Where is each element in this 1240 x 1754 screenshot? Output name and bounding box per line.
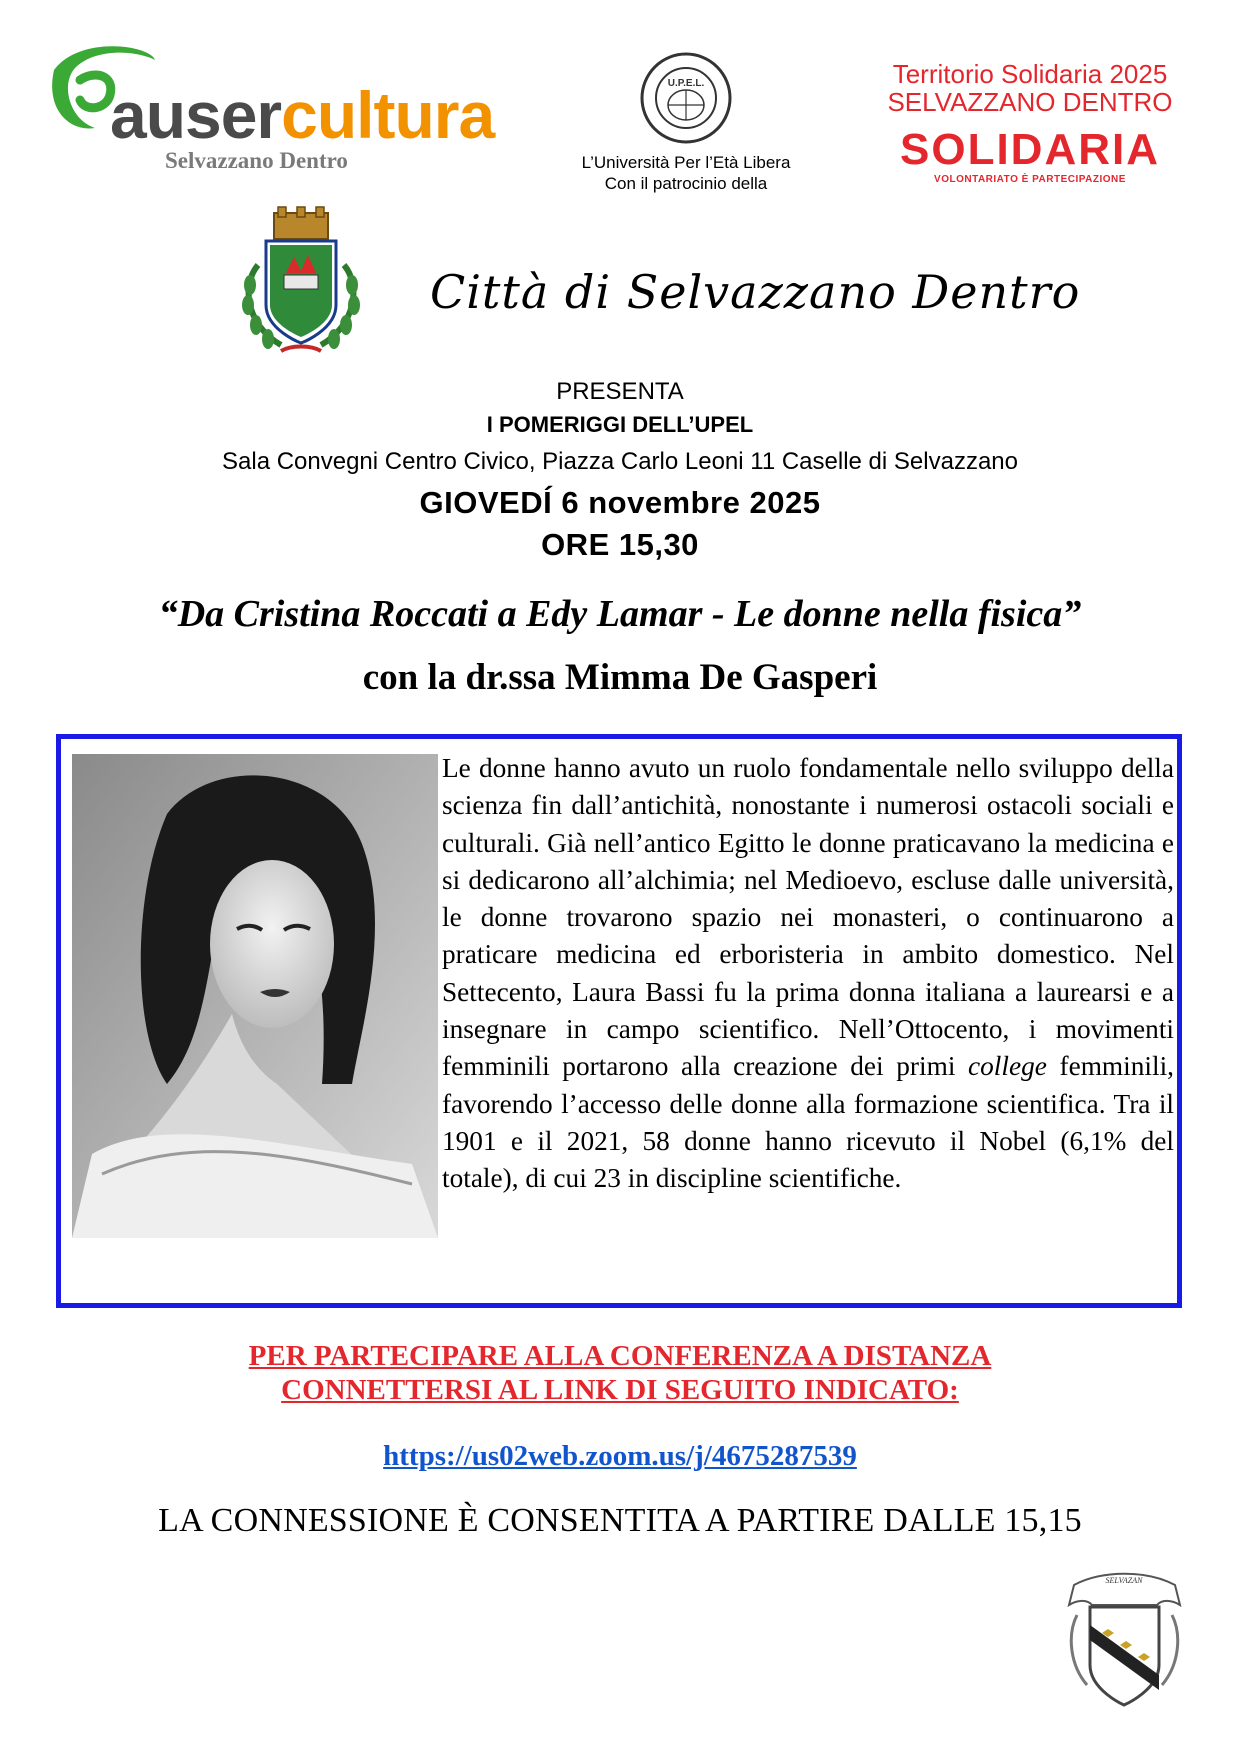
portrait-image <box>72 754 438 1238</box>
auser-wordmark: ausercultura <box>110 78 495 152</box>
connection-note: LA CONNESSIONE È CONSENTITA A PARTIRE DALLE 15,15 <box>158 1502 1082 1539</box>
auser-cultura-logo <box>40 40 560 180</box>
city-crest <box>236 205 366 365</box>
footer-seal <box>1062 1565 1187 1715</box>
event-date: GIOVEDÍ 6 novembre 2025 <box>419 485 821 520</box>
description-text <box>442 750 1174 1198</box>
upel-seal-label: U.P.E.L. <box>667 78 705 89</box>
solidaria-city: SELVAZZANO DENTRO <box>887 87 1173 117</box>
speaker: con la dr.ssa Mimma De Gasperi <box>362 657 878 698</box>
patrocinio-label: Con il patrocinio della <box>604 174 768 193</box>
description-paragraph: Le donne hanno avuto un ruolo fondamentale nello sviluppo della scienza fin dall’antichità, nonostante i numerosi ostacoli sociali e culturali. Già nell’antico Egitto le donne praticavano la medicina e si dedicarono all’alchimia; nel Medioevo, escluse dalle università, le donne trovarono spazio nei monasteri, o continuarono a praticare medicina ed erboristeria in ambito domestico. Nel Settecento, Laura Bassi fu la prima donna italiana a laurearsi e a insegnare in campo scientifico. Nell’Ottocento, i movimenti femminili portarono alla creazione dei primi college femminili, favorendo l’accesso delle donne alla formazione scientifica. Tra il 1901 e il 2021, 58 donne hanno ricevuto il Nobel (6,1% del totale), di cui 23 in discipline scientifiche. <box>442 753 1174 1194</box>
solidaria-wordmark: SOLIDARIA <box>900 125 1160 174</box>
remote-participation-line1: PER PARTECIPARE ALLA CONFERENZA A DISTANZA <box>248 1340 992 1372</box>
talk-title: “Da Cristina Roccati a Edy Lamar - Le donne nella fisica” <box>158 593 1082 635</box>
city-title: Città di Selvazzano Dentro <box>430 265 1081 319</box>
upel-logo <box>536 40 836 200</box>
portrait-photo <box>72 754 438 1238</box>
solidaria-tagline: VOLONTARIATO È PARTECIPAZIONE <box>934 174 1126 185</box>
city-crest-icon <box>236 205 366 365</box>
venue: Sala Convegni Centro Civico, Piazza Carlo Leoni 11 Caselle di Selvazzano <box>222 448 1018 475</box>
event-time: ORE 15,30 <box>541 527 699 562</box>
selvazzano-seal-icon <box>1062 1565 1187 1715</box>
remote-participation-line2: CONNETTERSI AL LINK DI SEGUITO INDICATO: <box>281 1374 959 1406</box>
solidaria-logo <box>850 60 1210 185</box>
upel-name: L’Università Per l’Età Libera <box>581 153 791 172</box>
solidaria-territory: Territorio Solidaria 2025 <box>892 59 1168 89</box>
seal-label: SELVAZAN <box>1105 1576 1143 1585</box>
presenta-label: PRESENTA <box>556 378 684 405</box>
zoom-link[interactable]: https://us02web.zoom.us/j/4675287539 <box>383 1440 857 1472</box>
series-title: I POMERIGGI DELL’UPEL <box>486 412 754 437</box>
upel-seal-icon <box>638 50 734 146</box>
auser-subtitle: Selvazzano Dentro <box>165 148 348 173</box>
